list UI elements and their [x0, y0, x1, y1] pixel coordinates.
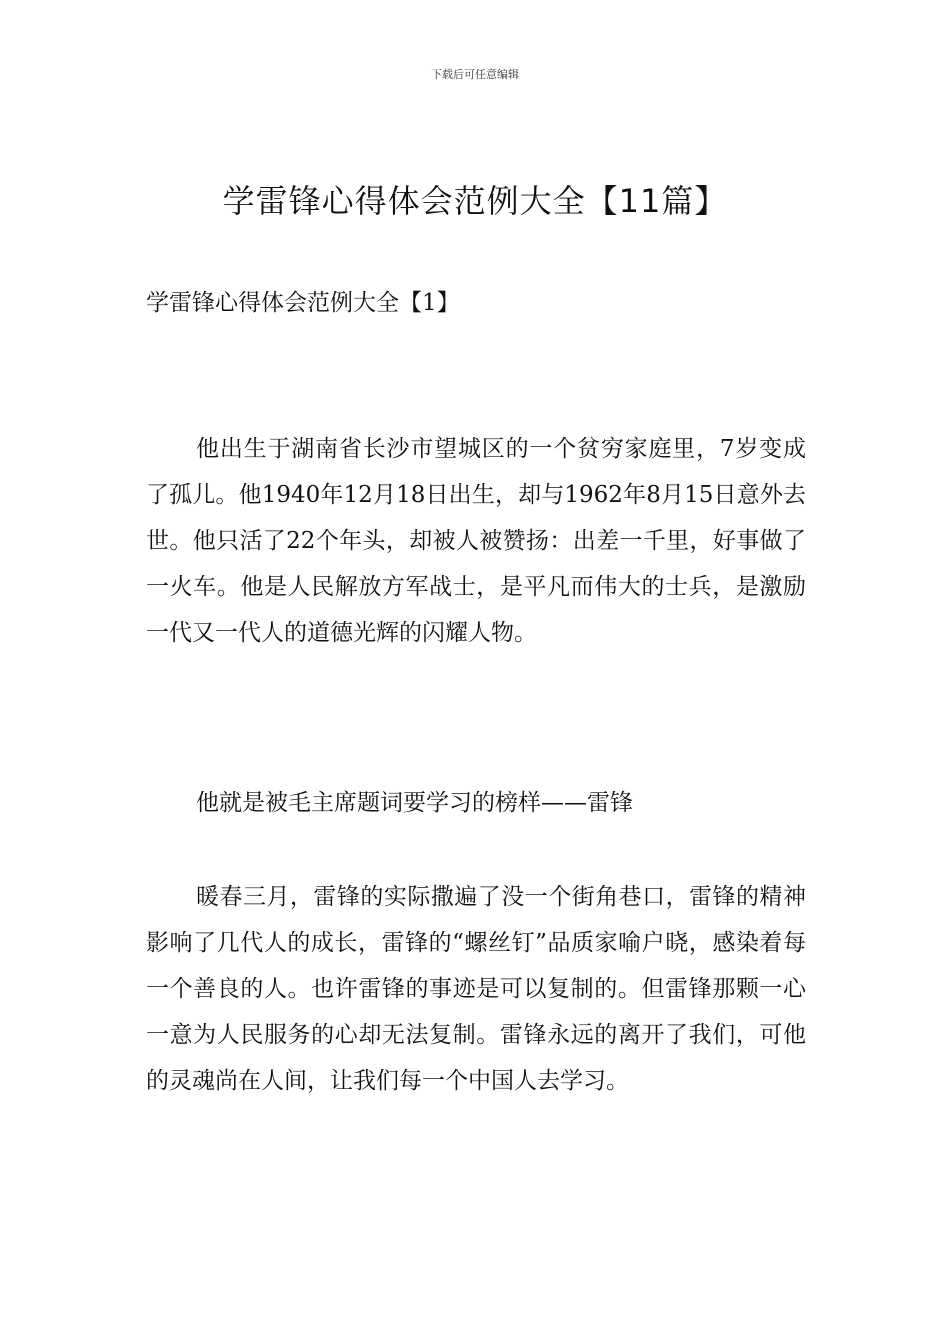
section-heading: 学雷锋心得体会范例大全【1】 [146, 290, 460, 316]
body-paragraph: 他出生于湖南省长沙市望城区的一个贫穷家庭里，7岁变成了孤儿。他1940年12月18日出生，却与1962年8月15日意外去世。他只活了22个年头，却被人被赞扬：出差一千里，好事做了一火车。他是人民解放方军战士，是平凡而伟大的士兵，是激励一代又一代人的道德光辉的闪耀人物。 [146, 436, 806, 646]
header-note: 下载后可任意编辑 [431, 68, 519, 81]
body-paragraph: 暖春三月，雷锋的实际撒遍了没一个街角巷口，雷锋的精神影响了几代人的成长，雷锋的“螺丝钉”品质家喻户晓，感染着每一个善良的人。也许雷锋的事迹是可以复制的。但雷锋那颗一心一意为人民服务的心却无法复制。雷锋永远的离开了我们，可他的灵魂尚在人间，让我们每一个中国人去学习。 [146, 884, 806, 1094]
body-paragraph: 他就是被毛主席题词要学习的榜样——雷锋 [196, 790, 633, 816]
document-title: 学雷锋心得体会范例大全【11篇】 [222, 182, 728, 220]
